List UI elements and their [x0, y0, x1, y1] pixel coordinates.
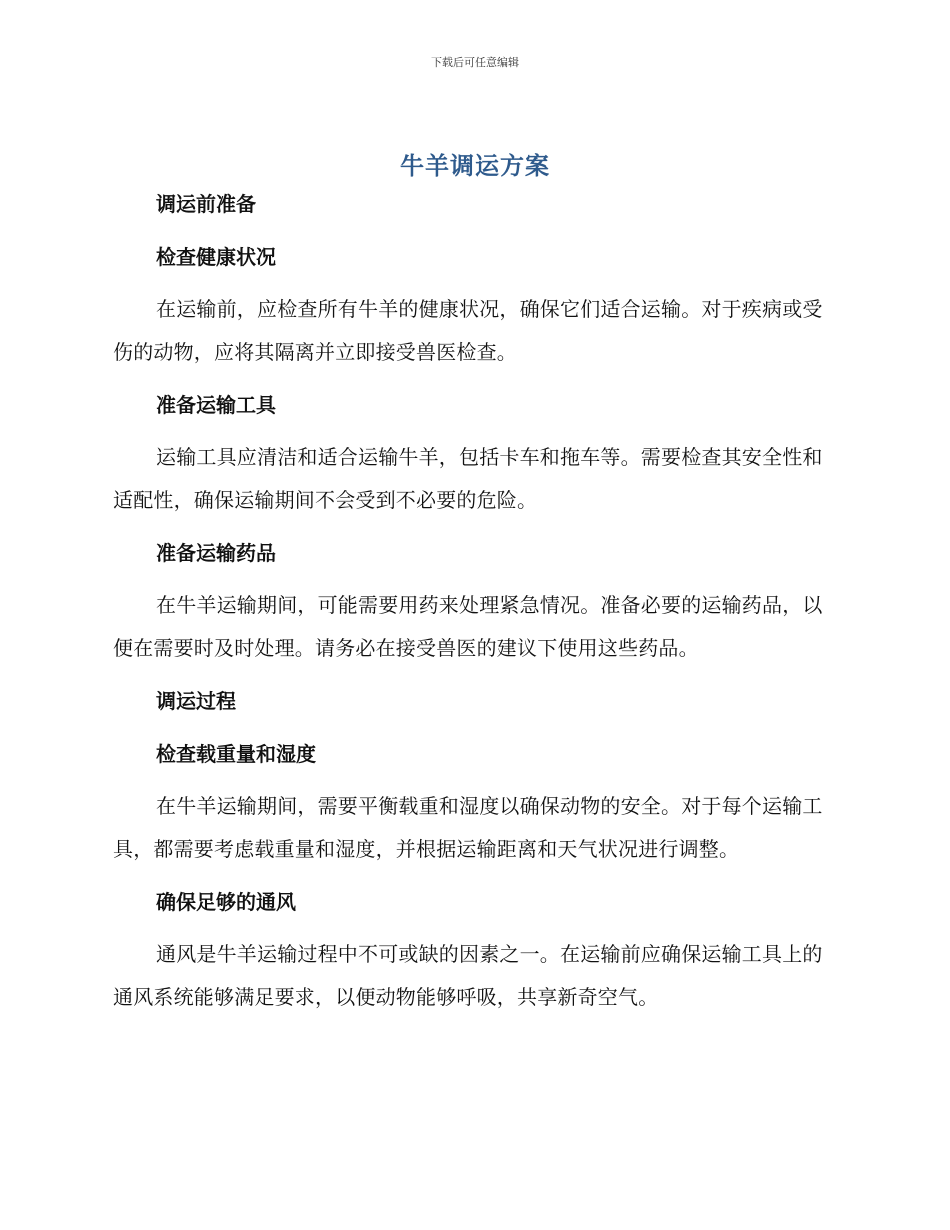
- paragraph: 在牛羊运输期间，需要平衡载重和湿度以确保动物的安全。对于每个运输工具，都需要考虑载重量和湿度，并根据运输距离和天气状况进行调整。: [113, 794, 823, 861]
- paragraph: 运输工具应清洁和适合运输牛羊，包括卡车和拖车等。需要检查其安全性和适配性，确保运输期间不会受到不必要的危险。: [113, 445, 823, 512]
- subsection-heading: 检查健康状况: [156, 245, 276, 269]
- subsection-heading: 检查载重量和湿度: [156, 742, 316, 766]
- section-heading: 调运前准备: [156, 192, 256, 216]
- header-note: 下载后可任意编辑: [431, 56, 519, 69]
- subsection-heading: 准备运输工具: [156, 393, 276, 417]
- subsection-heading: 准备运输药品: [156, 541, 276, 565]
- paragraph: 在牛羊运输期间，可能需要用药来处理紧急情况。准备必要的运输药品，以便在需要时及时处理。请务必在接受兽医的建议下使用这些药品。: [113, 593, 823, 660]
- subsection-heading: 确保足够的通风: [156, 890, 296, 914]
- document-body: [113, 190, 833, 1036]
- paragraph: 通风是牛羊运输过程中不可或缺的因素之一。在运输前应确保运输工具上的通风系统能够满足要求，以便动物能够呼吸，共享新奇空气。: [113, 942, 823, 1009]
- section-heading: 调运过程: [156, 689, 236, 713]
- paragraph: 在运输前，应检查所有牛羊的健康状况，确保它们适合运输。对于疾病或受伤的动物，应将其隔离并立即接受兽医检查。: [113, 297, 823, 364]
- document-title: 牛羊调运方案: [400, 152, 550, 180]
